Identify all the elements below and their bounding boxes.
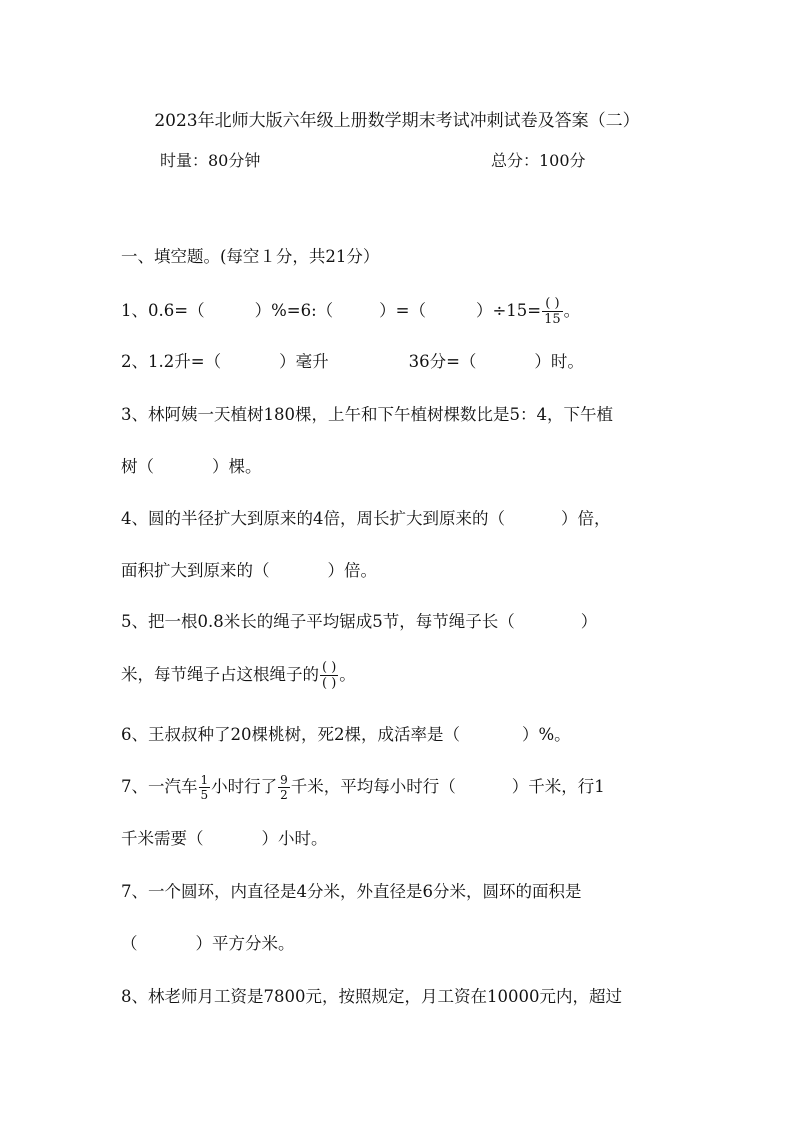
question-1 [121,296,681,327]
question-7b-line-1: 7、一个圆环，内直径是4分米，外直径是6分米，圆环的面积是 [121,882,582,901]
q7a-fraction-2-denominator: 2 [280,788,288,802]
q5-fraction-denominator: ( ) [322,676,337,691]
q3-text-b: ）棵。 [212,457,262,476]
q1-fraction [542,296,563,327]
q7a-text-d: ）千米，行1 [511,777,605,796]
q1-text-b: ）%=6:（ [254,301,334,320]
q7a-text-b: 小时行了 [211,777,278,796]
q1-text-a: 1、0.6=（ [121,301,205,320]
question-7a-line-1 [121,773,681,802]
q2-text-c: 36分=（ [408,352,477,371]
q7a-fraction-1-denominator: 5 [200,788,209,802]
question-8-line-1: 8、林老师月工资是7800元，按照规定，月工资在10000元内，超过 [121,987,622,1006]
q1-fraction-denominator: 15 [544,312,561,327]
total-score: 总分：100分 [491,151,586,170]
question-2 [121,350,681,374]
question-7a-line-2 [121,827,681,851]
q2-text-a: 2、1.2升=（ [121,352,222,371]
q7a-text-c: 千米，平均每小时行（ [290,777,456,796]
q4-text-d: ）倍。 [327,561,377,580]
q7b-text-a: （ [121,934,138,953]
q2-text-b: ）毫升 [279,352,329,371]
q7a-text-e: 千米需要（ [121,829,204,848]
q5-fraction [320,660,338,691]
q7a-text-f: ）小时。 [261,829,328,848]
question-3-line-2 [121,455,681,479]
page-title: 2023年北师大版六年级上册数学期末考试冲刺试卷及答案（二） [154,111,640,131]
q1-text-d: ）÷15= [475,301,542,320]
section-heading: 一、填空题。(每空１分，共21分） [121,247,380,266]
q1-text-c: ）=（ [379,301,426,320]
question-7b-line-2 [121,932,681,956]
q5-text-c: 米，每节绳子占这根绳子的 [121,665,319,684]
q5-text-a: 5、把一根0.8米长的绳子平均锯成5节，每节绳子长（ [121,612,515,631]
q4-text-a: 4、圆的半径扩大到原来的4倍，周长扩大到原来的（ [121,509,505,528]
question-4-line-2 [121,559,681,583]
question-4-line-1 [121,507,681,531]
q3-text-a: 树（ [121,457,154,476]
question-3-line-1: 3、林阿姨一天植树180棵，上午和下午植树棵数比是5：4，下午植 [121,405,613,424]
q6-text-b: ）%。 [522,725,571,744]
question-5-line-2 [121,660,681,691]
q5-text-b: ） [580,612,598,631]
q5-end: 。 [339,665,356,684]
question-6 [121,723,681,747]
q7b-text-b: ）平方分米。 [195,934,295,953]
q4-text-c: 面积扩大到原来的（ [121,561,270,580]
q7a-fraction-2-numerator: 9 [280,773,288,787]
q1-fraction-numerator: ( ) [542,296,563,312]
q5-fraction-numerator: ( ) [322,660,337,675]
time-limit: 时量：80分钟 [160,151,261,170]
q7a-fraction-1 [199,773,211,802]
q4-text-b: ）倍， [561,509,611,528]
question-5-line-1 [121,610,681,634]
q6-text-a: 6、王叔叔种了20棵桃树，死2棵，成活率是（ [121,725,460,744]
q7a-text-a: 7、一汽车 [121,777,198,796]
q1-end: 。 [563,301,581,320]
q7a-fraction-2 [278,773,290,802]
q2-text-d: ）时。 [534,352,584,371]
q7a-fraction-1-numerator: 1 [200,773,209,787]
